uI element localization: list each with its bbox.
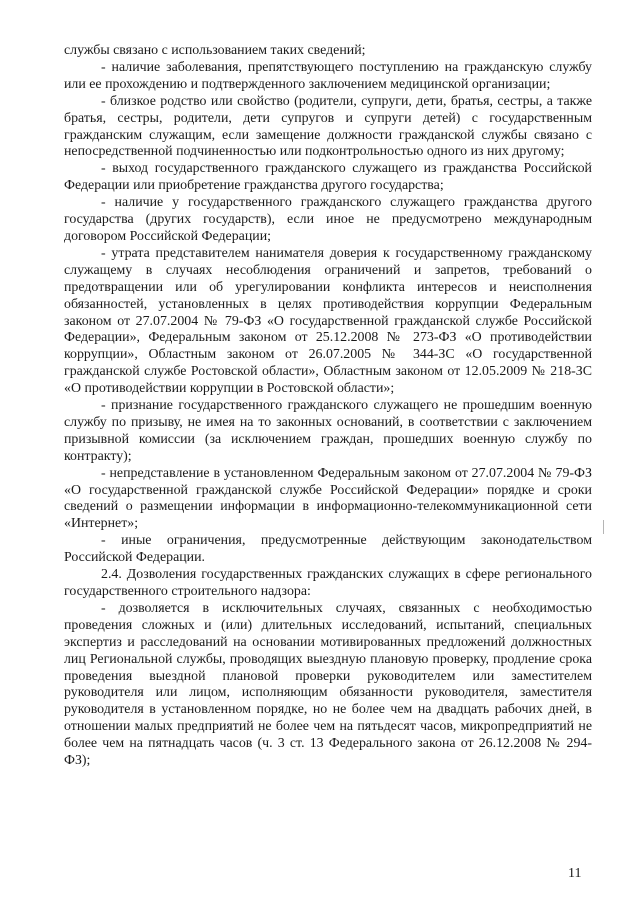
page-number: 11 xyxy=(568,866,582,881)
paragraph-continuation: службы связано с использованием таких сведений; xyxy=(64,43,366,58)
document-body xyxy=(64,43,592,770)
paragraph-military-service: - признание государственного гражданского служащего не прошедшим военную службу по призыву, не имея на то законных оснований, в соответствии с заключением призывной комиссии (за исключением граждан, прошедших военную службу по контракту); xyxy=(64,398,592,464)
paragraph-illness: - наличие заболевания, препятствующего поступлению на гражданскую службу или ее прохождению и подтвержденного заключением медицинской организации; xyxy=(64,59,592,92)
scan-mark xyxy=(603,520,604,534)
paragraph-kinship: - близкое родство или свойство (родители, супруги, дети, братья, сестры, а также братья, сестры, родители, дети супругов и супруги детей) с государственным гражданским служащим, если замещение должности гражданской службы связано с непосредственной подчиненностью или подконтрольностью одного из них другому; xyxy=(64,93,592,160)
paragraph-other-restrictions: - иные ограничения, предусмотренные действующим законодательством Российской Федерации. xyxy=(64,533,592,566)
paragraph-citizenship-exit: - выход государственного гражданского служащего из гражданства Российской Федерации или приобретение гражданства другого государства; xyxy=(64,161,592,194)
paragraph-internet-info: - непредставление в установленном Федеральным законом от 27.07.2004 № 79-ФЗ «О государственной гражданской службе Российской Федерации» порядке и сроки сведений о размещении информации в информационно-телекоммуникационной сети «Интернет»; xyxy=(64,465,592,532)
section-heading-2-4: 2.4. Дозволения государственных гражданских служащих в сфере регионального государственного строительного надзора: xyxy=(64,567,592,599)
paragraph-foreign-citizenship: - наличие у государственного гражданского служащего гражданства другого государства (других государств), если иное не предусмотрено международным договором Российской Федерации; xyxy=(64,195,592,244)
paragraph-loss-of-trust: - утрата представителем нанимателя доверия к государственному гражданскому служащему в случаях несоблюдения ограничений и запретов, требований о предотвращении или об урегулировании конфликта интересов и неисполнения обязанностей, установленных в целях противодействия коррупции Федеральным законом от 27.07.2004 № 79-ФЗ «О государственной гражданской службе Российской Федерации», Федеральным законом от 25.12.2008 № 273-ФЗ «О противодействии коррупции», Областным законом от 26.07.2005 № 344-ЗС «О государственной гражданской службе Ростовской области», Областным законом от 12.05.2009 № 218-ЗС «О противодействии коррупции в Ростовской области»; xyxy=(64,245,592,397)
paragraph-permission: - дозволяется в исключительных случаях, связанных с необходимостью проведения сложных и (или) длительных исследований, испытаний, специальных экспертиз и расследований на основании мотивированных предложений должностных лиц Региональной службы, проводящих выездную плановую проверку, продление срока проведения выездной плановой проверки руководителем или заместителем руководителя или лицом, исполняющим обязанности руководителя, заместителя руководителя в установленном порядке, но не более чем на двадцать рабочих дней, в отношении малых предприятий не более чем на пятьдесят часов, микропредприятий не более чем на пятнадцать часов (ч. 3 ст. 13 Федерального закона от 26.12.2008 № 294-ФЗ); xyxy=(64,600,592,769)
